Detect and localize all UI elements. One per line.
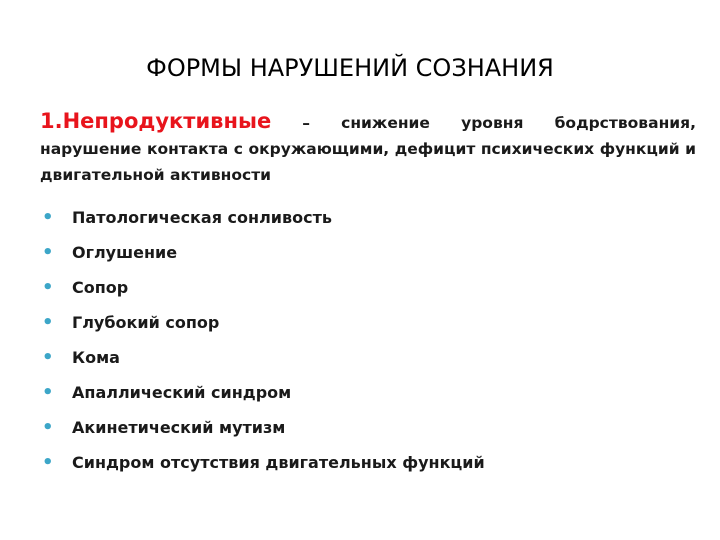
intro-term: 1.Непродуктивные xyxy=(40,109,272,133)
bullet-icon: • xyxy=(42,277,54,298)
bullet-icon: • xyxy=(42,382,54,403)
list-item xyxy=(40,447,680,482)
list-item-label: Оглушение xyxy=(72,243,178,262)
list-item xyxy=(40,307,680,342)
list-item xyxy=(40,202,680,237)
forms-list xyxy=(40,202,680,482)
intro-paragraph xyxy=(40,108,696,188)
list-item xyxy=(40,237,680,272)
list-item xyxy=(40,412,680,447)
list-item-label: Глубокий сопор xyxy=(72,313,220,332)
bullet-icon: • xyxy=(42,417,54,438)
bullet-icon: • xyxy=(42,312,54,333)
list-item xyxy=(40,272,680,307)
slide-title: ФОРМЫ НАРУШЕНИЙ СОЗНАНИЯ xyxy=(146,54,554,82)
list-item xyxy=(40,342,680,377)
list-item-label: Патологическая сонливость xyxy=(72,208,333,227)
list-item-label: Сопор xyxy=(72,278,129,297)
list-item-label: Кома xyxy=(72,348,120,367)
bullet-icon: • xyxy=(42,207,54,228)
list-item-label: Синдром отсутствия двигательных функций xyxy=(72,453,485,472)
list-item xyxy=(40,377,680,412)
bullet-icon: • xyxy=(42,347,54,368)
list-item-label: Акинетический мутизм xyxy=(72,418,286,437)
list-item-label: Апаллический синдром xyxy=(72,383,292,402)
bullet-icon: • xyxy=(42,242,54,263)
bullet-icon: • xyxy=(42,452,54,473)
intro-description: – снижение уровня бодрствования, нарушение контакта с окружающими, дефицит психических функций и двигательной активности xyxy=(40,114,696,184)
